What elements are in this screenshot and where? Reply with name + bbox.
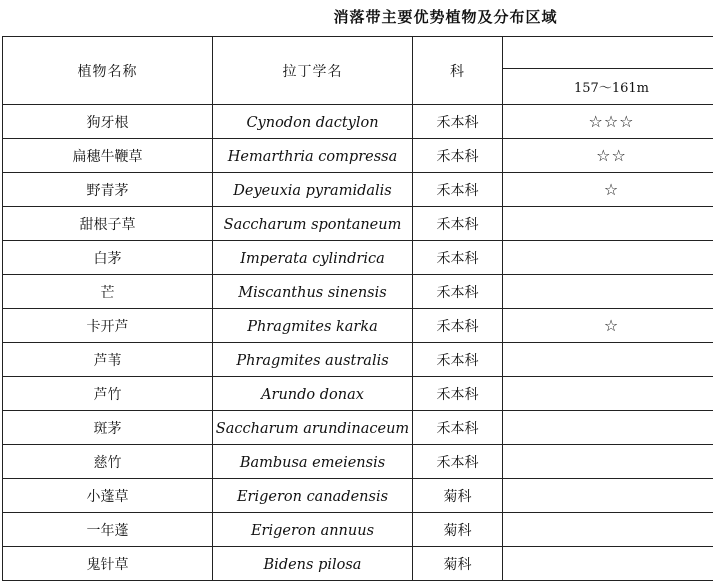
header-family-label: 科: [450, 63, 465, 80]
latin-name-cell: [213, 207, 413, 241]
family-cell-text: 菊科: [443, 488, 472, 505]
table-row: [3, 241, 713, 275]
family-cell-text: 禾本科: [436, 114, 479, 131]
table-row: [3, 207, 713, 241]
latin-name-cell-text: Phragmites karka: [247, 319, 378, 335]
distribution-rating-cell: [503, 343, 713, 377]
plant-name-cell: [3, 241, 213, 275]
table-row: [3, 343, 713, 377]
latin-name-cell-text: Phragmites australis: [236, 353, 389, 369]
document-title: 消落带主要优势植物及分布区域: [333, 8, 558, 26]
distribution-rating-cell-text: ☆☆☆: [588, 112, 635, 131]
family-cell-text: 禾本科: [436, 284, 479, 301]
family-cell-text: 菊科: [443, 522, 472, 539]
family-cell-text: 禾本科: [436, 454, 479, 471]
plant-name-cell-text: 扁穗牛鞭草: [72, 148, 143, 165]
latin-name-cell-text: Hemarthria compressa: [227, 149, 398, 165]
family-cell: [413, 309, 503, 343]
plant-name-cell-text: 慈竹: [93, 454, 122, 471]
header-elevation-label: 157～161m: [574, 81, 649, 97]
table-row: [3, 139, 713, 173]
family-cell: [413, 343, 503, 377]
plant-distribution-table: [2, 36, 713, 581]
table-row: [3, 513, 713, 547]
family-cell-text: 禾本科: [436, 148, 479, 165]
latin-name-cell-text: Bambusa emeiensis: [239, 455, 386, 471]
distribution-rating-cell: [503, 479, 713, 513]
family-cell: [413, 513, 503, 547]
family-cell-text: 菊科: [443, 556, 472, 573]
latin-name-cell-text: Saccharum spontaneum: [223, 217, 402, 233]
distribution-rating-cell: [503, 241, 713, 275]
plant-name-cell: [3, 343, 213, 377]
family-cell-text: 禾本科: [436, 386, 479, 403]
plant-name-cell: [3, 377, 213, 411]
distribution-rating-cell: [503, 547, 713, 581]
header-distribution-group: [503, 37, 713, 69]
table-row: [3, 275, 713, 309]
latin-name-cell: [213, 445, 413, 479]
latin-name-cell-text: Arundo donax: [261, 387, 364, 403]
distribution-rating-cell: [503, 513, 713, 547]
latin-name-cell: [213, 479, 413, 513]
latin-name-cell: [213, 411, 413, 445]
distribution-rating-cell: [503, 105, 713, 139]
latin-name-cell: [213, 513, 413, 547]
latin-name-cell: [213, 377, 413, 411]
plant-name-cell-text: 卡开芦: [86, 318, 129, 335]
table-row: [3, 411, 713, 445]
latin-name-cell: [213, 275, 413, 309]
plant-name-cell-text: 野青茅: [86, 182, 129, 199]
family-cell-text: 禾本科: [436, 216, 479, 233]
latin-name-cell: [213, 547, 413, 581]
distribution-rating-cell: [503, 207, 713, 241]
plant-name-cell-text: 狗牙根: [86, 114, 129, 131]
plant-name-cell-text: 芦苇: [93, 352, 122, 369]
distribution-rating-cell-text: ☆: [603, 316, 620, 335]
plant-name-cell-text: 小蓬草: [86, 488, 129, 505]
header-latin-name: [213, 37, 413, 105]
table-row: [3, 547, 713, 581]
plant-name-cell-text: 甜根子草: [79, 216, 136, 233]
family-cell: [413, 173, 503, 207]
plant-name-cell: [3, 411, 213, 445]
plant-name-cell: [3, 513, 213, 547]
distribution-rating-cell: [503, 173, 713, 207]
family-cell: [413, 139, 503, 173]
latin-name-cell: [213, 105, 413, 139]
family-cell: [413, 207, 503, 241]
plant-name-cell-text: 鬼针草: [86, 556, 129, 573]
family-cell: [413, 411, 503, 445]
distribution-rating-cell: [503, 445, 713, 479]
table-row: [3, 309, 713, 343]
plant-name-cell-text: 芒: [100, 284, 115, 301]
table-row: [3, 479, 713, 513]
header-plant-name: [3, 37, 213, 105]
latin-name-cell-text: Miscanthus sinensis: [238, 285, 387, 301]
plant-name-cell: [3, 105, 213, 139]
plant-name-cell: [3, 139, 213, 173]
header-plant-name-label: 植物名称: [77, 63, 138, 80]
plant-name-cell-text: 芦竹: [93, 386, 122, 403]
table-row: [3, 105, 713, 139]
family-cell-text: 禾本科: [436, 318, 479, 335]
latin-name-cell-text: Imperata cylindrica: [240, 251, 385, 267]
distribution-rating-cell: [503, 275, 713, 309]
table-header: [3, 37, 713, 105]
family-cell-text: 禾本科: [436, 352, 479, 369]
distribution-rating-cell: [503, 411, 713, 445]
family-cell: [413, 275, 503, 309]
plant-name-cell: [3, 207, 213, 241]
plant-name-cell: [3, 275, 213, 309]
latin-name-cell-text: Cynodon dactylon: [246, 115, 379, 131]
family-cell: [413, 479, 503, 513]
latin-name-cell: [213, 309, 413, 343]
family-cell-text: 禾本科: [436, 182, 479, 199]
distribution-rating-cell-text: ☆☆: [596, 146, 627, 165]
latin-name-cell-text: Erigeron annuus: [250, 523, 375, 539]
plant-name-cell-text: 斑茅: [93, 420, 122, 437]
table-row: [3, 445, 713, 479]
plant-name-cell: [3, 479, 213, 513]
family-cell: [413, 241, 503, 275]
family-cell: [413, 445, 503, 479]
family-cell-text: 禾本科: [436, 250, 479, 267]
distribution-rating-cell-text: ☆: [603, 180, 620, 199]
latin-name-cell-text: Deyeuxia pyramidalis: [233, 183, 392, 199]
latin-name-cell: [213, 173, 413, 207]
latin-name-cell-text: Saccharum arundinaceum: [215, 421, 410, 437]
plant-name-cell: [3, 445, 213, 479]
plant-name-cell: [3, 173, 213, 207]
plant-name-cell: [3, 309, 213, 343]
header-family: [413, 37, 503, 105]
plant-name-cell: [3, 547, 213, 581]
latin-name-cell-text: Erigeron canadensis: [236, 489, 389, 505]
table-row: [3, 173, 713, 207]
table-row: [3, 377, 713, 411]
header-elevation: [503, 69, 713, 105]
latin-name-cell-text: Bidens pilosa: [263, 557, 362, 573]
latin-name-cell: [213, 139, 413, 173]
family-cell: [413, 547, 503, 581]
distribution-rating-cell: [503, 139, 713, 173]
plant-name-cell-text: 一年蓬: [86, 522, 129, 539]
family-cell: [413, 377, 503, 411]
table-body: [3, 105, 713, 581]
latin-name-cell: [213, 241, 413, 275]
distribution-rating-cell: [503, 377, 713, 411]
latin-name-cell: [213, 343, 413, 377]
header-latin-name-label: 拉丁学名: [282, 63, 343, 80]
family-cell-text: 禾本科: [436, 420, 479, 437]
distribution-rating-cell: [503, 309, 713, 343]
plant-name-cell-text: 白茅: [93, 250, 122, 267]
family-cell: [413, 105, 503, 139]
